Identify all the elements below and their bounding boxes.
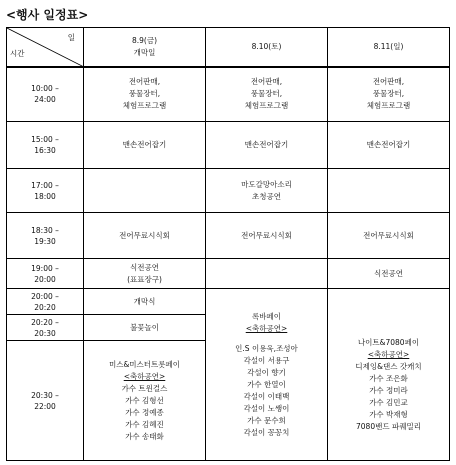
time-cell xyxy=(7,259,84,289)
cell-d2-r1 xyxy=(206,67,328,122)
cell-d2-show xyxy=(206,289,328,461)
performer: 인.S 이용욱,조성아 xyxy=(235,343,298,353)
table-row xyxy=(7,259,450,289)
performer: 가수 한열이 xyxy=(247,379,286,389)
table-row xyxy=(7,67,450,122)
performer: 가수 김민교 xyxy=(369,397,408,407)
time-start: 20:00 – xyxy=(31,291,59,301)
performer: 가수 정예종 xyxy=(125,407,164,417)
performer: 디제잉&댄스 갓캐치 xyxy=(355,361,422,371)
table-row xyxy=(7,169,450,213)
performer: 7080밴드 파퀘밀리 xyxy=(356,421,421,431)
cell-d1-r3 xyxy=(84,169,206,213)
cell-d3-r5: 식전공연 xyxy=(328,259,450,289)
time-cell xyxy=(7,213,84,259)
time-end: 20:00 xyxy=(34,274,56,284)
performer: 가수 김혜진 xyxy=(125,419,164,429)
cell-d2-r3 xyxy=(206,169,328,213)
time-cell xyxy=(7,67,84,122)
day1-sub: 개막일 xyxy=(133,47,156,57)
show-subtitle: <축하공연> xyxy=(123,371,166,381)
corner-day-label: 일 xyxy=(67,33,75,42)
time-start: 20:30 – xyxy=(31,390,59,400)
performer: 가수 송태화 xyxy=(125,431,164,441)
cell-d3-r2: 맨손전어잡기 xyxy=(328,122,450,169)
header-day2: 8.10(토) xyxy=(206,28,328,67)
corner-cell xyxy=(7,28,84,67)
time-cell xyxy=(7,169,84,213)
cell-text: 풍물장터, xyxy=(372,89,405,99)
schedule-table xyxy=(6,27,450,461)
table-row xyxy=(7,213,450,259)
cell-text: 식전공연 xyxy=(130,262,159,272)
cell-d3-r1 xyxy=(328,67,450,122)
performer: 가수 문수희 xyxy=(247,415,286,425)
cell-d1-show xyxy=(84,341,206,461)
show-subtitle: <축하공연> xyxy=(245,323,288,333)
cell-d2-r5 xyxy=(206,259,328,289)
day1-date: 8.9(금) xyxy=(131,35,158,45)
corner-time-label: 시간 xyxy=(10,48,25,58)
cell-text: 체험프로그램 xyxy=(122,101,167,111)
cell-d3-r3 xyxy=(328,169,450,213)
time-cell xyxy=(7,289,84,315)
time-start: 10:00 – xyxy=(31,84,59,94)
cell-d3-r4: 전어무료시식회 xyxy=(328,213,450,259)
performer: 각설이 서용구 xyxy=(243,355,290,365)
header-day3: 8.11(일) xyxy=(328,28,450,67)
time-end: 20:30 xyxy=(34,328,56,338)
time-end: 18:00 xyxy=(34,191,56,201)
show-title: 나이트&7080페이 xyxy=(357,337,420,347)
show-title: 미스&미스터트롯페이 xyxy=(108,359,181,369)
performer: 각설이 향기 xyxy=(247,367,286,377)
cell-d1-r6: 개막식 xyxy=(84,289,206,315)
time-end: 16:30 xyxy=(34,146,56,155)
time-start: 18:30 – xyxy=(31,225,59,235)
cell-text: 풍물장터, xyxy=(250,89,283,99)
cell-text: 풍물장터, xyxy=(128,89,161,99)
time-cell xyxy=(7,122,84,169)
cell-text: 전어판매, xyxy=(372,77,405,87)
time-end: 24:00 xyxy=(34,95,56,105)
header-day1 xyxy=(84,28,206,67)
time-end: 22:00 xyxy=(34,401,56,411)
time-cell xyxy=(7,315,84,341)
schedule-table-container xyxy=(6,27,449,462)
cell-text: 마도갈망아소리 xyxy=(241,179,292,189)
performer: 가수 트윈걸스 xyxy=(121,383,168,393)
cell-d1-r1 xyxy=(84,67,206,122)
cell-d1-r5 xyxy=(84,259,206,289)
cell-text: 체험프로그램 xyxy=(244,101,289,111)
performer: 가수 김형선 xyxy=(125,395,164,405)
time-start: 17:00 – xyxy=(31,180,59,190)
time-cell xyxy=(7,341,84,461)
performer: 각설이 꽁꽁치 xyxy=(243,427,290,437)
cell-d3-show xyxy=(328,289,450,461)
cell-text: 전어판매, xyxy=(250,77,283,87)
time-start: 19:00 – xyxy=(31,263,59,273)
header-row xyxy=(7,28,450,67)
performer: 가수 조은화 xyxy=(369,373,408,383)
cell-d1-r4: 전어무료시식회 xyxy=(84,213,206,259)
time-end: 19:30 xyxy=(34,236,56,246)
cell-text: (표표장구) xyxy=(127,274,162,284)
cell-text: 초청공연 xyxy=(252,191,281,201)
performer: 가수 정미라 xyxy=(369,385,408,395)
performer: 각설이 이태백 xyxy=(243,391,290,401)
cell-text: 전어판매, xyxy=(128,77,161,87)
performer: 각설이 노쌩이 xyxy=(243,403,290,413)
cell-d1-r2: 맨손전어잡기 xyxy=(84,122,206,169)
table-row xyxy=(7,289,450,315)
cell-d1-r7: 불꽃놀이 xyxy=(84,315,206,341)
show-subtitle: <축하공연> xyxy=(367,349,410,359)
time-start: 20:20 – xyxy=(31,317,59,327)
time-start: 15:00 – xyxy=(31,135,59,144)
cell-d2-r2: 맨손전어잡기 xyxy=(206,122,328,169)
page-title: <행사 일정표> xyxy=(6,8,89,22)
cell-d2-r4: 전어무료시식회 xyxy=(206,213,328,259)
show-title: 록바페이 xyxy=(252,311,281,321)
time-end: 20:20 xyxy=(34,302,56,312)
cell-text: 체험프로그램 xyxy=(366,101,411,111)
performer: 가수 박재형 xyxy=(369,409,408,419)
table-row xyxy=(7,122,450,169)
